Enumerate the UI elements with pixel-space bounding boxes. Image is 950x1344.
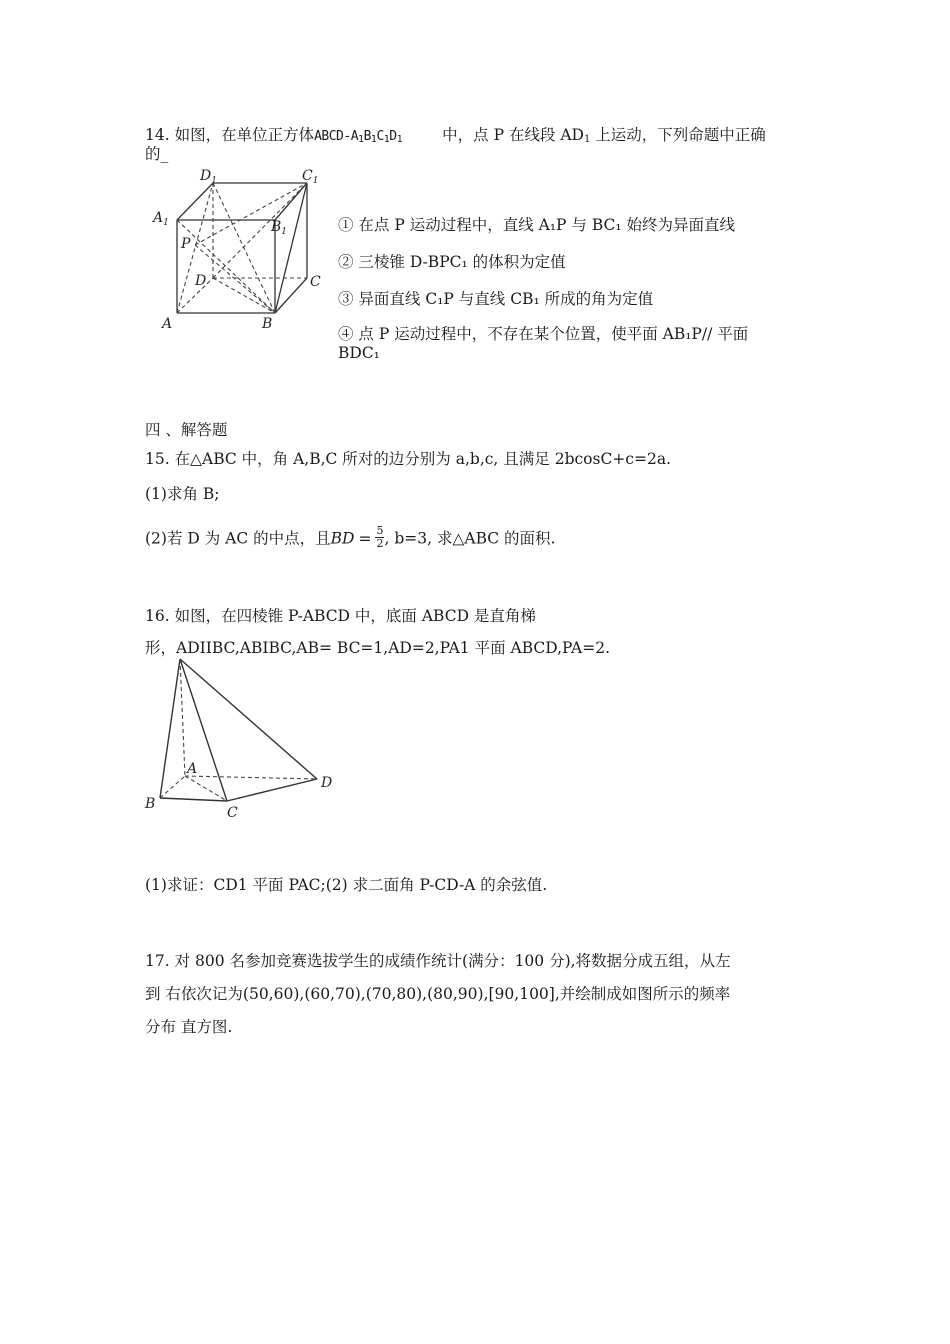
- edge-bc: [160, 798, 227, 801]
- q16-question: (1)求证：CD1 平面 PAC;(2) 求二面角 P-CD-A 的余弦值.: [145, 876, 548, 894]
- q15-bd: BD: [330, 529, 355, 548]
- label-p: P: [181, 236, 191, 252]
- edge-ab: [160, 776, 185, 798]
- diag-c1b: [275, 183, 307, 313]
- q14-option-4-line1: ④ 点 P 运动过程中，不存在某个位置，使平面 AB₁P// 平面: [338, 325, 749, 343]
- label-b: B: [145, 796, 156, 812]
- q14-stem-a: 14. 如图，在单位正方体: [145, 126, 315, 144]
- q16-line2: 形，ADIIBC,ABIBC,AB= BC=1,AD=2,PA1 平面 ABCD,PA=2.: [145, 639, 611, 657]
- q17-line3: 分布 直方图.: [145, 1018, 233, 1036]
- label-d: D: [195, 273, 207, 289]
- edge-pa: [180, 659, 185, 776]
- label-d: D: [321, 775, 333, 791]
- label-b1: $B_1$: [271, 219, 288, 237]
- q14-sub-ad1: 1: [584, 134, 591, 145]
- q15-part2-a: (2)若 D 为 AC 的中点，且: [145, 529, 331, 548]
- q14-stem-line1: [145, 125, 766, 150]
- q16-pyramid-figure: [145, 656, 345, 821]
- q14-option-3: ③ 异面直线 C₁P 与直线 CB₁ 所成的角为定值: [338, 290, 654, 308]
- q15-part2: [145, 524, 556, 552]
- q15-part2-b: , b=3, 求△ABC 的面积.: [384, 529, 556, 548]
- q15-fraction: [375, 525, 384, 550]
- q14-cube-name: ABCD-$A_1B_1C_1D_1$: [314, 129, 403, 145]
- line-pc1: [195, 183, 307, 245]
- q15-frac-num: 5: [376, 524, 384, 537]
- edge-ad: [185, 776, 317, 779]
- section-heading: 四 、解答题: [145, 421, 228, 439]
- diag-dc1: [213, 183, 307, 278]
- q16-line1: 16. 如图，在四棱锥 P-ABCD 中，底面 ABCD 是直角梯: [145, 607, 536, 625]
- q17-line2: 到 右依次记为(50,60),(60,70),(70,80),(80,90),[90,100],并绘制成如图所示的频率: [145, 985, 731, 1003]
- q15-stem: 15. 在△ABC 中，角 A,B,C 所对的边分别为 a,b,c, 且满足 2bcosC+c=2a.: [145, 450, 672, 468]
- q15-frac-den: 2: [376, 537, 384, 550]
- q14-option-1: ① 在点 P 运动过程中，直线 A₁P 与 BC₁ 始终为异面直线: [338, 216, 736, 234]
- q17-line1: 17. 对 800 名参加竞赛选拔学生的成绩作统计(满分：100 分),将数据分成五组，从左: [145, 952, 731, 970]
- diag-a1b: [177, 220, 275, 313]
- label-a1: $A_1$: [153, 210, 169, 228]
- edge-cd: [227, 779, 317, 801]
- label-b: B: [262, 316, 273, 332]
- label-c1: $C_1$: [302, 168, 319, 186]
- q15-eq: =: [358, 529, 372, 548]
- label-c: C: [310, 274, 321, 290]
- q14-option-4-line2: BDC₁: [338, 344, 380, 362]
- edge-pb: [160, 659, 180, 798]
- q14-cube-figure: [150, 165, 350, 335]
- diag-d1b: [213, 183, 275, 313]
- q15-part1: (1)求角 B;: [145, 485, 220, 503]
- q14-stem-b: 中，点 P 在线段 AD: [442, 126, 584, 144]
- q14-stem-c: 上运动，下列命题中正确: [590, 126, 766, 144]
- q14-option-2: ② 三棱锥 D-BPC₁ 的体积为定值: [338, 253, 566, 271]
- label-a: A: [187, 761, 198, 777]
- label-c: C: [227, 805, 238, 821]
- label-d1: $D_1$: [200, 168, 217, 186]
- q14-stem-line2: 的_: [145, 145, 169, 163]
- label-a: A: [162, 316, 173, 332]
